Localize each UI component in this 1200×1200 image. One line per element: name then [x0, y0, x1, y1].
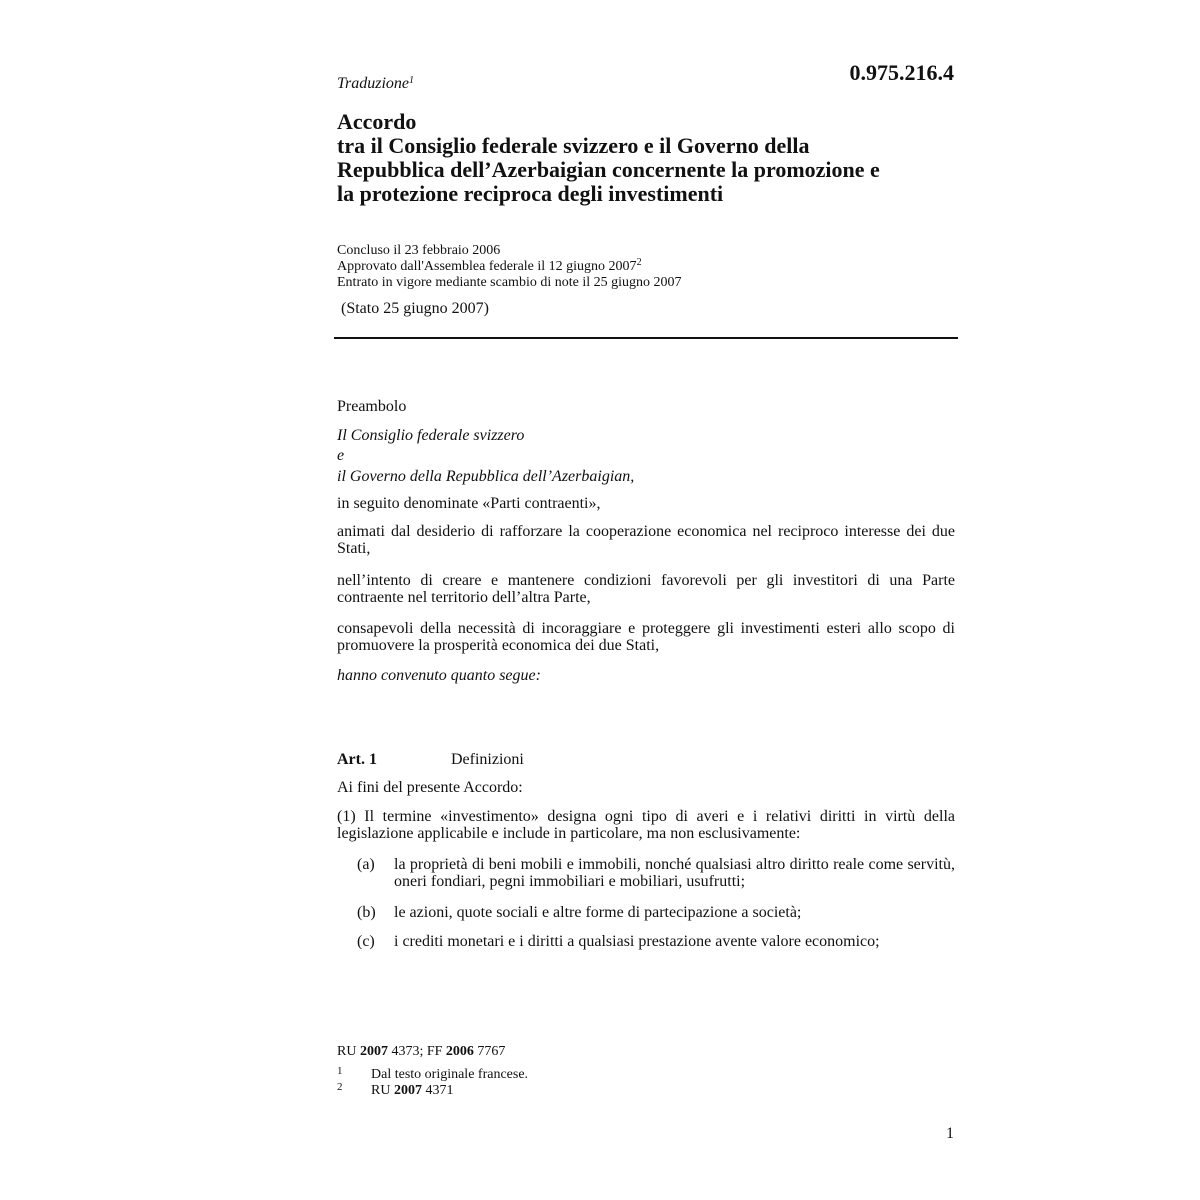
status-date: (Stato 25 giugno 2007)	[341, 300, 489, 317]
list-item-text: la proprietà di beni mobili e immobili, nonché qualsiasi altro diritto reale come servitù, oneri fondiari, pegni immobiliari e mobiliari, usufrutti;	[394, 856, 955, 890]
title-line: tra il Consiglio federale svizzero e il Governo della	[337, 133, 810, 158]
preamble-conjunction: e	[337, 447, 345, 464]
footnote-number: 1	[337, 1065, 343, 1077]
list-item-label: (a)	[357, 856, 375, 873]
title-line: Repubblica dell’Azerbaigian concernente la promozione e	[337, 157, 880, 182]
preamble-paragraph: consapevoli della necessità di incoraggiare e proteggere gli investimenti esteri allo scopo di promuovere la prosperità economica dei due Stati,	[337, 620, 955, 654]
in-force-date: Entrato in vigore mediante scambio di note il 25 giugno 2007	[337, 275, 682, 290]
official-reference: RU 2007 4373; FF 2006 7767	[337, 1044, 506, 1059]
header-divider	[334, 337, 958, 339]
preamble-party-2: il Governo della Repubblica dell’Azerbaigian,	[337, 468, 635, 485]
article-title: Definizioni	[451, 751, 524, 768]
preamble-heading: Preambolo	[337, 398, 407, 415]
list-item-label: (c)	[357, 933, 375, 950]
title-line: Accordo	[337, 109, 417, 134]
preamble-closing: hanno convenuto quanto segue:	[337, 667, 541, 684]
approved-date: Approvato dall'Assemblea federale il 12 giugno 2007$^2$	[337, 257, 642, 274]
article-heading	[337, 751, 955, 768]
sr-number: 0.975.216.4	[849, 60, 954, 85]
list-item-label: (b)	[357, 904, 376, 921]
footnote-ref-1[interactable]: 1	[409, 75, 415, 86]
page-number: 1	[946, 1125, 954, 1142]
list-item	[337, 856, 955, 890]
list-item-text: i crediti monetari e i diritti a qualsiasi prestazione avente valore economico;	[394, 933, 880, 950]
article-number: Art. 1	[337, 751, 377, 768]
translation-label: Traduzione$^1$	[337, 75, 415, 92]
list-item	[337, 933, 955, 950]
concluded-date: Concluso il 23 febbraio 2006	[337, 243, 501, 258]
footnote-ref-2[interactable]: 2	[636, 257, 642, 268]
preamble-paragraph: animati dal desiderio di rafforzare la cooperazione economica nel reciproco interesse dei due Stati,	[337, 523, 955, 557]
date-block	[337, 243, 955, 291]
preamble-paragraph: nell’intento di creare e mantenere condizioni favorevoli per gli investitori di una Parte contraente nel territorio dell’altra Parte,	[337, 572, 955, 606]
document-title	[337, 110, 977, 206]
list-item-text: le azioni, quote sociali e altre forme di partecipazione a società;	[394, 904, 802, 921]
footnote-text: Dal testo originale francese.	[371, 1067, 529, 1082]
title-line: la protezione reciproca degli investimenti	[337, 181, 724, 206]
footnote-number: 2	[337, 1081, 343, 1093]
preamble-party-1: Il Consiglio federale svizzero	[337, 427, 525, 444]
preamble-paragraph: in seguito denominate «Parti contraenti»,	[337, 495, 601, 512]
article-paragraph: (1) Il termine «investimento» designa ogni tipo di averi e i relativi diritti in virtù della legislazione applicabile e include in particolare, ma non esclusivamente:	[337, 808, 955, 842]
article-intro: Ai fini del presente Accordo:	[337, 779, 523, 796]
footnote: 2 RU 2007 4371	[337, 1081, 454, 1098]
list-item	[337, 904, 955, 921]
